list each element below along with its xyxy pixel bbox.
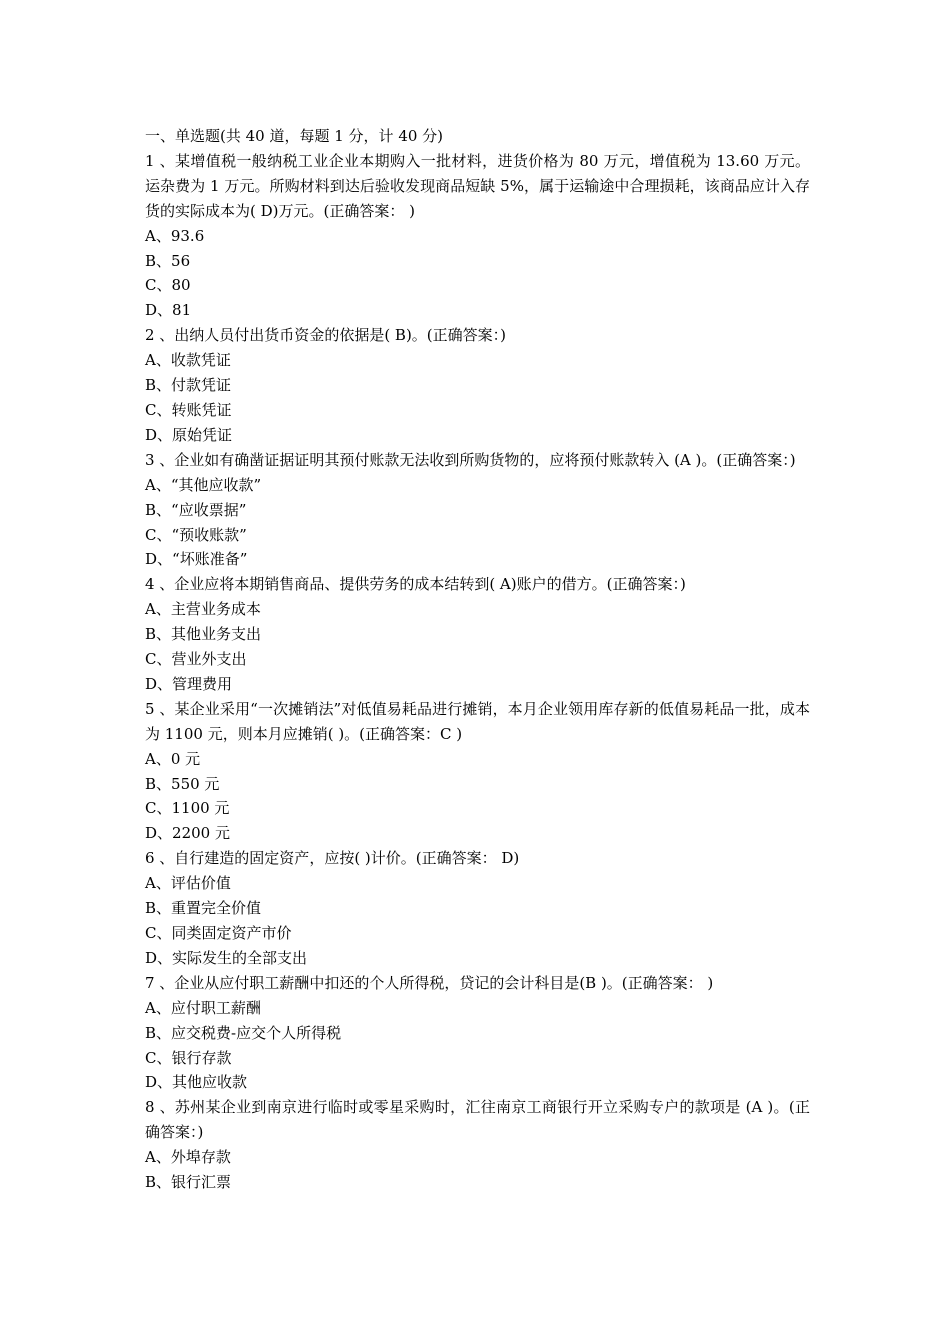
option-b: B、其他业务支出 — [145, 625, 262, 644]
option-c: C、1100 元 — [145, 799, 230, 818]
option-a: A、“其他应收款” — [145, 475, 262, 494]
option-b: B、应交税费-应交个人所得税 — [145, 1023, 342, 1042]
option-a: A、收款凭证 — [145, 351, 231, 370]
option-a: A、应付职工薪酬 — [145, 998, 261, 1017]
option-a: A、评估价值 — [145, 874, 231, 893]
question-stem: 6 、自行建造的固定资产，应按( )计价。(正确答案： D) — [145, 849, 520, 868]
document-page — [145, 124, 810, 1195]
option-d: D、其他应收款 — [145, 1073, 248, 1092]
option-c: C、转账凭证 — [145, 400, 232, 419]
question-stem: 1 、某增值税一般纳税工业企业本期购入一批材料，进货价格为 80 万元，增值税为 13.60 万元。运杂费为 1 万元。所购材料到达后验收发现商品短缺 5%，属于运输途中合理损耗，该商品应计入存货的实际成本为( D)万元。(正确答案： ) — [145, 151, 810, 220]
question-7 — [145, 971, 810, 1096]
question-4 — [145, 572, 810, 697]
option-d: D、原始凭证 — [145, 425, 233, 444]
option-a: A、外埠存款 — [145, 1148, 231, 1167]
question-stem: 5 、某企业采用“一次摊销法”对低值易耗品进行摊销，本月企业领用库存新的低值易耗品一批，成本为 1100 元，则本月应摊销( )。(正确答案：C ) — [145, 699, 810, 743]
option-b: B、付款凭证 — [145, 376, 232, 395]
option-d: D、“坏账准备” — [145, 550, 248, 569]
option-b: B、银行汇票 — [145, 1173, 232, 1192]
option-b: B、56 — [145, 251, 191, 270]
option-c: C、“预收账款” — [145, 525, 247, 544]
question-3 — [145, 448, 810, 573]
question-8 — [145, 1095, 810, 1195]
option-a: A、0 元 — [145, 749, 201, 768]
question-stem: 2 、出纳人员付出货币资金的依据是( B)。(正确答案：) — [145, 326, 507, 345]
option-c: C、营业外支出 — [145, 650, 247, 669]
question-2 — [145, 323, 810, 448]
question-1 — [145, 149, 810, 323]
option-a: A、主营业务成本 — [145, 600, 261, 619]
question-5 — [145, 697, 810, 846]
question-stem: 3 、企业如有确凿证据证明其预付账款无法收到所购货物的，应将预付账款转入 (A )。(正确答案：) — [145, 450, 796, 469]
option-d: D、实际发生的全部支出 — [145, 948, 308, 967]
option-b: B、重置完全价值 — [145, 899, 262, 918]
question-stem: 7 、企业从应付职工薪酬中扣还的个人所得税，贷记的会计科目是(B )。(正确答案： ) — [145, 973, 714, 992]
option-b: B、550 元 — [145, 774, 220, 793]
option-c: C、银行存款 — [145, 1048, 232, 1067]
section-header: 一、单选题(共 40 道，每题 1 分，计 40 分) — [145, 127, 444, 145]
option-a: A、93.6 — [145, 226, 205, 245]
question-stem: 4 、企业应将本期销售商品、提供劳务的成本结转到( A)账户的借方。(正确答案：) — [145, 575, 686, 594]
question-stem: 8 、苏州某企业到南京进行临时或零星采购时，汇往南京工商银行开立采购专户的款项是 (A )。(正确答案：) — [145, 1098, 810, 1142]
option-b: B、“应收票据” — [145, 500, 247, 519]
option-c: C、80 — [145, 276, 191, 295]
option-c: C、同类固定资产市价 — [145, 924, 292, 942]
option-d: D、81 — [145, 301, 192, 320]
option-d: D、2200 元 — [145, 824, 230, 843]
option-d: D、管理费用 — [145, 674, 233, 693]
question-6 — [145, 846, 810, 971]
